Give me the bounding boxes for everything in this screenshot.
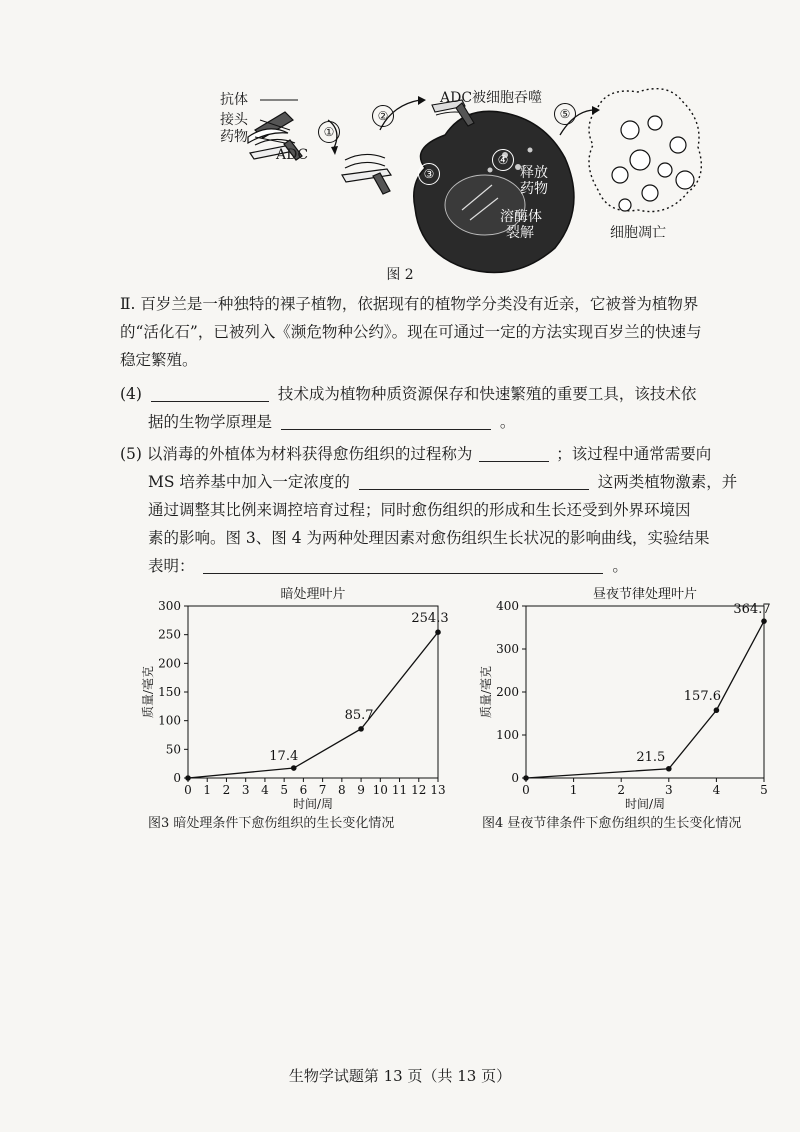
question-4-line-1 bbox=[120, 382, 696, 404]
y-tick-label: 200 bbox=[158, 656, 181, 671]
intro-line-1: Ⅱ. 百岁兰是一种独特的裸子植物，依据现有的植物学分类没有近亲，它被誉为植物界 bbox=[120, 295, 699, 313]
y-tick-label: 0 bbox=[511, 771, 519, 785]
question-4-line-2 bbox=[148, 410, 515, 432]
y-tick-label: 100 bbox=[158, 713, 181, 728]
label-adc: ADC bbox=[276, 147, 309, 163]
data-label: 85.7 bbox=[344, 707, 374, 723]
question-4-blank-1[interactable] bbox=[151, 383, 269, 402]
question-4-text-1: 技术成为植物种质资源保存和快速繁殖的重要工具，该技术依 bbox=[277, 385, 697, 403]
y-tick-label: 400 bbox=[496, 599, 519, 613]
y-axis-label: 质量/毫克 bbox=[141, 665, 155, 719]
question-5-text-2b: 这两类植物激素，并 bbox=[597, 473, 738, 491]
data-point bbox=[761, 618, 767, 624]
data-point bbox=[435, 629, 441, 635]
series-line bbox=[188, 632, 438, 778]
figure-4-caption: 图4 昼夜节律条件下愈伤组织的生长变化情况 bbox=[482, 816, 742, 831]
x-tick-label: 9 bbox=[357, 783, 365, 797]
x-tick-label: 2 bbox=[222, 783, 231, 797]
data-point bbox=[714, 707, 720, 713]
x-tick-label: 5 bbox=[760, 783, 768, 797]
y-tick-label: 100 bbox=[496, 728, 519, 742]
data-point bbox=[358, 726, 364, 732]
label-antibody: 抗体 bbox=[220, 92, 248, 108]
chart-title: 暗处理叶片 bbox=[280, 587, 346, 602]
chart-3-svg bbox=[140, 582, 450, 812]
question-5-line-3: 通过调整其比例来调控培育过程；同时愈伤组织的形成和生长还受到外界环境因 bbox=[148, 501, 691, 519]
question-5-line-2 bbox=[148, 470, 737, 492]
question-5-text-1: (5) 以消毒的外植体为材料获得愈伤组织的过程称为 bbox=[120, 445, 473, 463]
x-tick-label: 4 bbox=[712, 783, 721, 797]
page-footer: 生物学试题第 13 页（共 13 页） bbox=[288, 1067, 512, 1085]
chart-title: 昼夜节律处理叶片 bbox=[592, 587, 698, 602]
step-4-marker: ④ bbox=[492, 149, 514, 171]
x-tick-label: 1 bbox=[203, 783, 212, 797]
question-4-number: (4) bbox=[120, 385, 142, 403]
x-axis-label: 时间/周 bbox=[624, 797, 666, 811]
data-point bbox=[523, 775, 529, 781]
x-tick-label: 0 bbox=[184, 783, 192, 797]
y-tick-label: 300 bbox=[158, 599, 181, 613]
y-axis-label: 质量/毫克 bbox=[479, 665, 493, 719]
y-tick-label: 150 bbox=[158, 685, 181, 699]
chart-4-svg bbox=[478, 582, 778, 812]
figure-2-caption: 图 2 bbox=[386, 267, 414, 283]
question-4-text-2: 据的生物学原理是 bbox=[148, 413, 273, 431]
x-tick-label: 4 bbox=[261, 783, 269, 797]
label-cell-death: 细胞凋亡 bbox=[610, 225, 666, 241]
y-tick-label: 200 bbox=[496, 685, 519, 699]
label-engulfed: ADC被细胞吞噬 bbox=[440, 90, 543, 106]
x-tick-label: 8 bbox=[338, 783, 346, 797]
plot-frame bbox=[188, 606, 438, 778]
y-tick-label: 0 bbox=[173, 771, 181, 785]
label-release-2: 药物 bbox=[520, 181, 548, 197]
label-lysosome-2: 裂解 bbox=[506, 225, 534, 241]
x-tick-label: 1 bbox=[569, 783, 578, 797]
x-tick-label: 11 bbox=[391, 783, 408, 797]
question-4-blank-2[interactable] bbox=[281, 411, 491, 430]
step-5-marker: ⑤ bbox=[554, 103, 576, 125]
question-5-text-1b: ；该过程中通常需要向 bbox=[556, 445, 712, 463]
label-release-1: 释放 bbox=[520, 165, 548, 181]
x-tick-label: 3 bbox=[241, 783, 250, 797]
label-lysosome-1: 溶酶体 bbox=[500, 209, 542, 225]
chart-figure-4 bbox=[478, 582, 778, 812]
step-1-marker: ① bbox=[318, 121, 340, 143]
question-4-end: 。 bbox=[499, 413, 516, 431]
data-label: 364.7 bbox=[733, 602, 771, 618]
apoptotic-fragments bbox=[612, 116, 694, 211]
x-tick-label: 3 bbox=[664, 783, 673, 797]
x-tick-label: 2 bbox=[617, 783, 626, 797]
x-tick-label: 6 bbox=[299, 783, 308, 797]
question-5-line-4: 素的影响。图 3、图 4 为两种处理因素对愈伤组织生长状况的影响曲线，实验结果 bbox=[148, 529, 710, 547]
y-tick-label: 50 bbox=[165, 742, 181, 757]
adc-molecule-2 bbox=[342, 154, 391, 194]
question-5-text-5: 表明： bbox=[148, 557, 195, 575]
data-label: 254.3 bbox=[411, 611, 449, 627]
question-5-text-2a: MS 培养基中加入一定浓度的 bbox=[148, 473, 350, 491]
question-5-line-1 bbox=[120, 442, 711, 464]
x-tick-label: 0 bbox=[522, 783, 530, 797]
question-5-line-5 bbox=[148, 554, 628, 576]
chart-figure-3 bbox=[140, 582, 450, 812]
data-point bbox=[185, 775, 191, 781]
y-tick-label: 300 bbox=[496, 642, 519, 656]
question-5-blank-3[interactable] bbox=[203, 555, 603, 574]
x-axis-label: 时间/周 bbox=[292, 797, 334, 811]
data-point bbox=[291, 765, 297, 771]
label-drug: 药物 bbox=[220, 129, 248, 145]
y-tick-label: 250 bbox=[158, 627, 181, 642]
x-tick-label: 13 bbox=[430, 783, 446, 797]
question-5-blank-1[interactable] bbox=[479, 443, 549, 462]
label-linker: 接头 bbox=[220, 112, 248, 128]
adc-diagram-illustration bbox=[200, 75, 720, 290]
data-label: 21.5 bbox=[636, 749, 666, 765]
x-tick-label: 12 bbox=[411, 783, 427, 797]
question-5-end: 。 bbox=[612, 557, 628, 575]
data-point bbox=[666, 766, 672, 772]
question-5-blank-2[interactable] bbox=[359, 471, 589, 490]
data-label: 157.6 bbox=[683, 689, 722, 705]
figure-2-adc-diagram bbox=[200, 75, 720, 290]
x-tick-label: 5 bbox=[280, 783, 288, 797]
intro-line-3: 稳定繁殖。 bbox=[120, 351, 198, 369]
step-3-marker: ③ bbox=[418, 163, 440, 185]
x-tick-label: 7 bbox=[318, 783, 327, 797]
intro-line-2: 的“活化石”，已被列入《濒危物种公约》。现在可通过一定的方法实现百岁兰的快速与 bbox=[120, 323, 702, 341]
step-2-marker: ② bbox=[372, 105, 394, 127]
x-tick-label: 10 bbox=[372, 783, 388, 797]
figure-3-caption: 图3 暗处理条件下愈伤组织的生长变化情况 bbox=[148, 816, 395, 831]
data-label: 17.4 bbox=[269, 749, 299, 765]
